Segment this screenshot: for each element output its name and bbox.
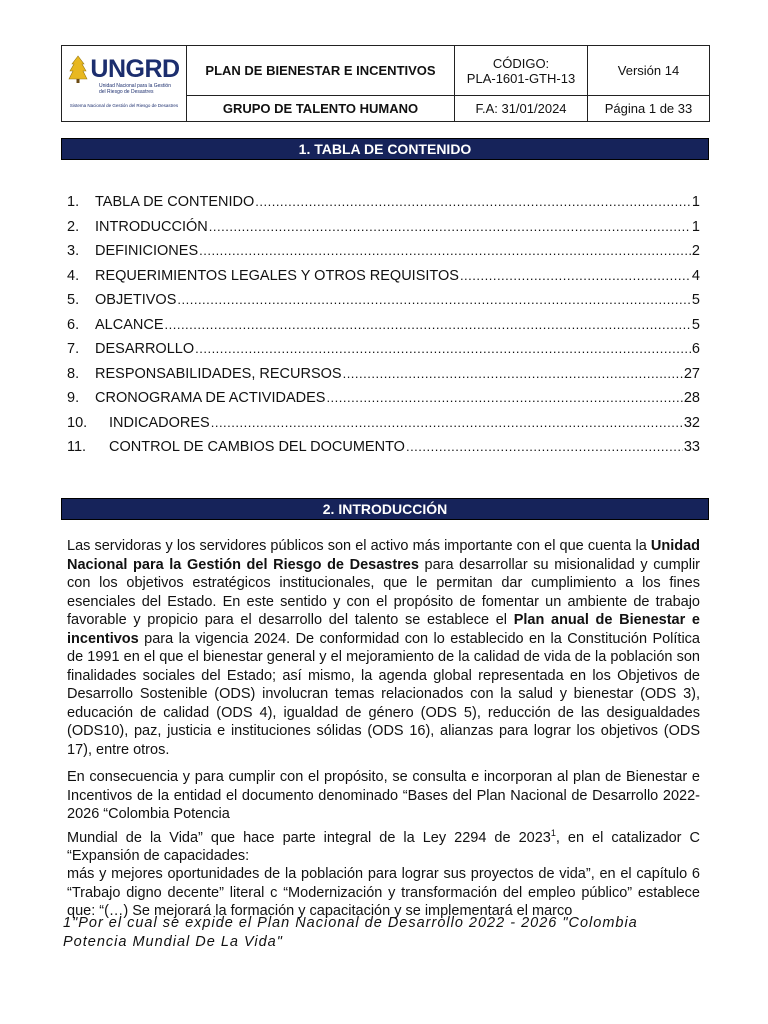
logo-subtitle-system: Sistema Nacional de Gestión del Riesgo de Desastres xyxy=(69,103,179,108)
toc-item-page: 5 xyxy=(691,316,700,333)
intro-text: , en el catalizador C xyxy=(555,829,700,846)
section-heading-introduction: 2. INTRODUCCIÓN xyxy=(61,498,709,520)
toc-item-number: 8. xyxy=(67,365,80,382)
intro-text: para desarrollar su misionalidad y cumplir con los objetivos estratégicos institucionales, que le permitan dar cumplimiento a los fines esenciales del Estado. En este sentido y con el propósito de fomentar un ambiente de trabajo favorable y propicio para el desarrollo del talento se establece el xyxy=(67,556,700,628)
toc-item-page: 28 xyxy=(683,390,700,406)
toc-item-number: 5. xyxy=(67,292,80,308)
code-value: PLA-1601-GTH-13 xyxy=(466,70,576,86)
logo-subtitle: Unidad Nacional para la Gestión del Riesgo de Desastres xyxy=(99,83,171,95)
toc-item-page: 2 xyxy=(691,243,700,259)
toc-item-title: DEFINICIONES xyxy=(95,243,199,259)
toc-leader-dots xyxy=(406,439,683,454)
toc-item[interactable] xyxy=(67,390,700,415)
intro-text: Las servidoras y los servidores públicos son el activo más importante con el que cuenta la xyxy=(67,538,651,554)
toc-item-page: 1 xyxy=(691,218,700,235)
toc-item-title: DESARROLLO xyxy=(95,341,195,357)
toc-item[interactable] xyxy=(67,219,700,244)
intro-text: más y mejores oportunidades de la población para lograr sus proyectos de vida”, en el capítulo 6 “Trabajo digno decente” literal c “Modernización y transformación del empleo público” establece que: “(…) Se mejorará la formación y capacitación y se implementará el marco xyxy=(67,866,700,920)
toc-item[interactable] xyxy=(67,366,700,391)
toc-item-title: CONTROL DE CAMBIOS DEL DOCUMENTO xyxy=(109,439,405,455)
intro-plan-name: Plan anual de Bienestar e incentivos xyxy=(67,612,700,647)
toc-item-title: REQUERIMIENTOS LEGALES Y OTROS REQUISITOS xyxy=(95,267,459,284)
toc-leader-dots xyxy=(460,268,691,283)
toc-item[interactable] xyxy=(67,317,700,342)
document-code xyxy=(455,46,588,96)
toc-item-number: 4. xyxy=(67,267,80,284)
code-label: CÓDIGO: xyxy=(492,55,550,71)
intro-text: para la vigencia 2024. De conformidad con lo establecido en la Constitución Política de 1991 en el que el bienestar general y el mejoramiento de la calidad de vida de la población son finalidades sociales del Estado; así mismo, la agenda global representada en los Objetivos de Desarrollo Sostenible (ODS) involucran temas relacionados con la salud y bienestar (ODS 3), educación de calidad (ODS 4), igualdad de género (ODS 5), reducción de las desigualdades (ODS10), paz, justicia e instituciones sólidas (ODS 16), alianzas para lograr los objetivos (ODS 17), entre otros. xyxy=(67,630,700,758)
toc-item[interactable] xyxy=(67,415,700,440)
footnote: 1"Por el cual se expide el Plan Nacional de Desarrollo 2022 - 2026 "Colombia Potencia Mundial De La Vida" xyxy=(63,915,638,950)
footnote-ref: 1 xyxy=(550,827,556,838)
toc-item-number: 6. xyxy=(67,316,80,333)
toc-leader-dots xyxy=(177,292,691,307)
toc-leader-dots xyxy=(343,366,683,381)
toc-item-page: 4 xyxy=(691,267,700,284)
toc-item-title: CRONOGRAMA DE ACTIVIDADES xyxy=(95,390,326,406)
intro-paragraph-1 xyxy=(67,537,700,759)
toc-item-page: 5 xyxy=(691,292,700,308)
document-title: PLAN DE BIENESTAR E INCENTIVOS xyxy=(187,46,455,96)
toc-leader-dots xyxy=(195,341,691,356)
toc-item-number: 9. xyxy=(67,390,80,406)
toc-leader-dots xyxy=(255,194,691,209)
document-version: Versión 14 xyxy=(588,46,710,96)
toc-item[interactable] xyxy=(67,439,700,464)
toc-item-title: INDICADORES xyxy=(109,414,210,431)
page-number: Página 1 de 33 xyxy=(588,96,710,122)
toc-item-number: 10. xyxy=(67,414,88,431)
toc-leader-dots xyxy=(199,243,691,258)
ungrd-emblem-icon xyxy=(68,54,88,84)
toc-item-number: 2. xyxy=(67,218,80,235)
toc-item[interactable] xyxy=(67,243,700,268)
intro-line xyxy=(67,824,700,847)
toc-item[interactable] xyxy=(67,268,700,293)
toc-item-page: 32 xyxy=(683,414,700,431)
toc-leader-dots xyxy=(165,317,691,332)
toc-leader-dots xyxy=(211,415,683,430)
toc-item[interactable] xyxy=(67,341,700,366)
intro-text: En consecuencia y para cumplir con el propósito, se consulta e incorporan al plan de Bienestar e Incentivos de la entidad el documento denominado “Bases del Plan Nacional de Desarrollo 2022-2026 “Colombia Potencia xyxy=(67,769,700,822)
toc-item-title: ALCANCE xyxy=(95,316,164,333)
toc-item-page: 1 xyxy=(691,194,700,210)
document-header xyxy=(61,45,710,122)
intro-text: “Expansión de capacidades: xyxy=(67,847,250,864)
toc-item-number: 1. xyxy=(67,194,80,210)
document-group: GRUPO DE TALENTO HUMANO xyxy=(187,96,455,122)
ungrd-logo xyxy=(65,54,183,113)
toc-item-page: 6 xyxy=(691,341,700,357)
toc-item-title: RESPONSABILIDADES, RECURSOS xyxy=(95,365,342,382)
intro-text: Mundial de la Vida” que hace parte integral de la Ley 2294 de 2023 xyxy=(67,829,551,846)
toc-leader-dots xyxy=(209,219,691,234)
toc-item-title: TABLA DE CONTENIDO xyxy=(95,194,255,210)
toc-item-page: 27 xyxy=(683,365,700,382)
toc-item[interactable] xyxy=(67,292,700,317)
toc-leader-dots xyxy=(326,390,682,405)
toc-item-number: 3. xyxy=(67,243,80,259)
toc-item-title: OBJETIVOS xyxy=(95,292,177,308)
toc-item-number: 11. xyxy=(67,439,87,455)
section-heading-toc: 1. TABLA DE CONTENIDO xyxy=(61,138,709,160)
logo-cell xyxy=(62,46,187,122)
toc-item[interactable] xyxy=(67,194,700,219)
intro-entity-name: Unidad Nacional para la Gestión del Riesgo de Desastres xyxy=(67,538,700,573)
logo-text: UNGRD xyxy=(90,55,180,83)
toc-item-page: 33 xyxy=(683,439,700,455)
intro-paragraph-2 xyxy=(67,768,700,921)
document-date: F.A: 31/01/2024 xyxy=(455,96,588,122)
table-of-contents xyxy=(67,194,700,464)
toc-item-title: INTRODUCCIÓN xyxy=(95,218,208,235)
toc-item-number: 7. xyxy=(67,341,80,357)
